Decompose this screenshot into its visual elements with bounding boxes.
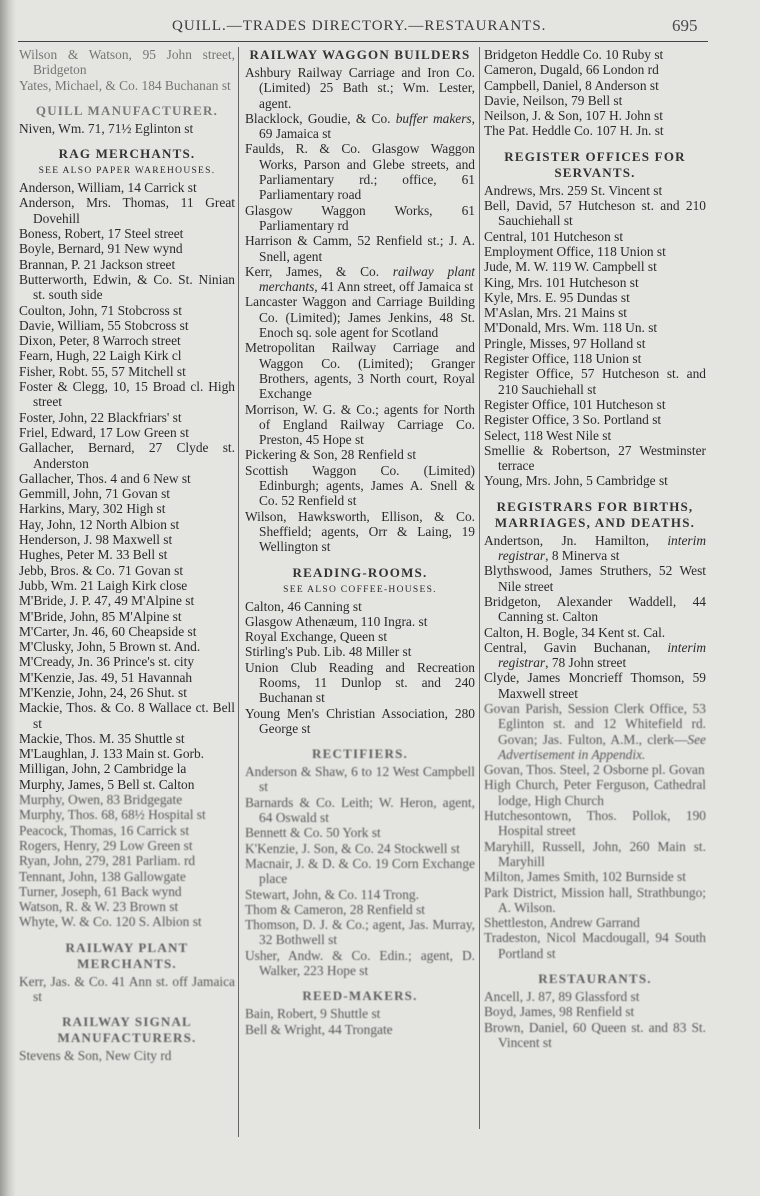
entry-text: Ryan, John, 279, 281 Parliam. rd	[19, 853, 196, 869]
directory-entry	[19, 792, 235, 807]
directory-entry	[19, 195, 235, 226]
directory-entry	[19, 364, 235, 379]
entry-text: Scottish Waggon Co. (Limited) Edinburgh; agents, James A. Snell & Co. 52 Renfield st	[245, 462, 475, 509]
directory-entry	[19, 180, 235, 195]
entry-text: Gallacher, Thos. 4 and 6 New st	[19, 470, 191, 486]
see-also-note: SEE ALSO COFFEE-HOUSES.	[283, 584, 437, 595]
directory-entry	[484, 259, 706, 274]
entry-text: Calton, H. Bogle, 34 Kent st. Cal.	[484, 624, 666, 640]
directory-entry	[484, 808, 706, 839]
entry-text: Register Office, 101 Hutcheson st	[484, 396, 666, 412]
entry-text: Young, Mrs. John, 5 Cambridge st	[484, 473, 668, 489]
directory-entry	[484, 533, 706, 564]
entry-text: Central, 101 Hutcheson st	[484, 228, 624, 244]
directory-entry	[19, 241, 235, 256]
directory-entry	[484, 290, 706, 305]
entry-text: Hutchesontown, Thos. Pollok, 190 Hospital street	[484, 808, 706, 839]
entry-text: Andrews, Mrs. 259 St. Vincent st	[484, 182, 663, 198]
entry-text: Metropolitan Railway Carriage and Waggon Co. (Limited); Granger Brothers, agents, 3 North court, Royal Exchange	[245, 340, 475, 402]
directory-entry	[19, 746, 235, 761]
directory-entry	[484, 915, 706, 930]
directory-entry	[484, 473, 706, 488]
directory-entry	[19, 670, 235, 685]
directory-entry	[245, 825, 475, 840]
entry-text: Jebb, Bros. & Co. 71 Govan st	[19, 562, 184, 578]
entry-text: Calton, 46 Canning st	[245, 598, 362, 614]
entry-text: Murphy, Thos. 68, 68½ Hospital st	[19, 807, 206, 823]
entry-text: M'Clusky, John, 5 Brown st. And.	[19, 639, 201, 655]
directory-entry	[484, 229, 706, 244]
entry-text: Peacock, Thomas, 16 Carrick st	[19, 822, 190, 838]
directory-entry	[19, 517, 235, 532]
entry-text: King, Mrs. 101 Hutcheson st	[484, 274, 639, 290]
directory-entry	[484, 428, 706, 443]
section-heading: RESTAURANTS.	[538, 971, 652, 987]
directory-entry	[484, 275, 706, 290]
entry-text: Coulton, John, 71 Stobcross st	[19, 302, 182, 318]
page-number: 695	[672, 16, 698, 35]
directory-entry	[19, 532, 235, 547]
entry-text: Bell, David, 57 Hutcheson st. and 210 Sauchiehall st	[484, 198, 706, 229]
directory-entry	[245, 841, 475, 856]
entry-text: Wilson & Watson, 95 John street, Bridgeton	[19, 47, 235, 78]
entry-text: Neilson, J. & Son, 107 H. John st	[484, 108, 663, 124]
entry-text: Tennant, John, 138 Gallowgate	[19, 868, 186, 884]
entry-text: Kerr, Jas. & Co. 41 Ann st. off Jamaica st	[19, 973, 235, 1005]
directory-entry	[245, 447, 475, 462]
entry-text: Foster, John, 22 Blackfriars' st	[19, 409, 182, 425]
entry-text: Ashbury Railway Carriage and Iron Co. (Limited) 25 Bath st.; Wm. Lester, agent.	[245, 65, 475, 111]
entry-text: Cameron, Dugald, 66 London rd	[484, 62, 659, 78]
entry-text: Anderson, Mrs. Thomas, 11 Great Dovehill	[19, 195, 235, 226]
entry-text: Barnards & Co. Leith; W. Heron, agent, 64 Oswald st	[245, 794, 475, 826]
directory-entry	[484, 305, 706, 320]
directory-entry	[245, 1022, 475, 1037]
directory-entry	[484, 123, 706, 138]
directory-entry	[19, 624, 235, 639]
directory-entry	[484, 198, 706, 229]
directory-entry	[19, 121, 235, 136]
directory-entry	[19, 639, 235, 654]
entry-text: Young Men's Christian Association, 280 George st	[245, 705, 475, 736]
entry-text: Andertson, Jn. Hamilton,	[484, 532, 668, 548]
directory-entry	[19, 884, 235, 899]
directory-entry	[245, 706, 475, 737]
column-divider	[479, 47, 480, 1129]
entry-text: M'Donald, Mrs. Wm. 118 Un. st	[484, 320, 658, 336]
page-binding-shadow	[0, 0, 16, 1196]
entry-text: Mackie, Thos. M. 35 Shuttle st	[19, 730, 185, 746]
entry-text: Jude, M. W. 119 W. Campbell st	[484, 259, 657, 275]
column-2	[245, 47, 475, 1037]
entry-text: , 78 John street	[545, 655, 627, 671]
entry-text: Yates, Michael, & Co. 184 Buchanan st	[19, 77, 231, 93]
section-heading: RAILWAY SIGNAL MANUFACTURERS.	[57, 1014, 197, 1046]
entry-text: Union Club Reading and Recreation Rooms, 11 Dunlop st. and 240 Buchanan st	[245, 659, 475, 706]
entry-text: Bridgeton, Alexander Waddell, 44 Canning st. Calton	[484, 593, 706, 625]
entry-text: K'Kenzie, J. Son, & Co. 24 Stockwell st	[245, 840, 460, 856]
entry-text: Tradeston, Nicol Macdougall, 94 South Portland st	[484, 930, 706, 961]
directory-entry	[19, 486, 235, 501]
entry-text: Kerr, James, & Co.	[245, 263, 393, 279]
section-heading: RECTIFIERS.	[312, 746, 408, 762]
directory-entry	[19, 578, 235, 593]
entry-text: Brown, Daniel, 60 Queen st. and 83 St. Vincent st	[484, 1019, 706, 1050]
directory-entry	[19, 303, 235, 318]
directory-entry	[19, 853, 235, 868]
entry-text: Shettleston, Andrew Garrand	[484, 915, 640, 931]
entry-text: Thom & Cameron, 28 Renfield st	[245, 901, 426, 917]
entry-text: Pickering & Son, 28 Renfield st	[245, 447, 417, 463]
page-header	[0, 14, 760, 38]
entry-text: Turner, Joseph, 61 Back wynd	[19, 883, 182, 899]
entry-text: Niven, Wm. 71, 71½ Eglinton st	[19, 120, 194, 136]
entry-text: , 41 Ann street, off Jamaica st	[314, 279, 474, 295]
entry-text: Bridgeton Heddle Co. 10 Ruby st	[484, 47, 664, 62]
entry-text: Clyde, James Moncrieff Thomson, 59 Maxwell street	[484, 670, 706, 701]
entry-text: Rogers, Henry, 29 Low Green st	[19, 837, 193, 853]
italic-note: interim registrar	[498, 639, 706, 671]
directory-entry	[484, 366, 706, 397]
directory-entry	[19, 593, 235, 608]
entry-text: Glasgow Athenæum, 110 Ingra. st	[245, 613, 428, 629]
entry-text: Lancaster Waggon and Carriage Building Co. (Limited); James Jenkins, 48 St. Enoch sq. sole agent for Scotland	[245, 294, 475, 341]
entry-text: Davie, William, 55 Stobcross st	[19, 317, 189, 333]
entry-text: Register Office, 3 So. Portland st	[484, 412, 662, 428]
directory-entry	[245, 233, 475, 264]
directory-entry	[19, 348, 235, 363]
directory-entry	[19, 272, 235, 303]
entry-text: Select, 118 West Nile st	[484, 427, 612, 443]
column-3	[484, 47, 706, 1050]
directory-entry	[484, 397, 706, 412]
entry-text: Dixon, Peter, 8 Warroch street	[19, 333, 181, 349]
entry-text: Thomson, D. J. & Co.; agent, Jas. Murray, 32 Bothwell st	[245, 917, 475, 948]
entry-text: Stevens & Son, New City rd	[19, 1048, 172, 1064]
entry-text: Bain, Robert, 9 Shuttle st	[245, 1006, 381, 1022]
entry-text: Fisher, Robt. 55, 57 Mitchell st	[19, 363, 186, 379]
entry-text: Friel, Edward, 17 Low Green st	[19, 424, 189, 440]
directory-entry	[245, 1006, 475, 1021]
directory-entry	[484, 930, 706, 961]
directory-entry	[19, 823, 235, 838]
directory-entry	[484, 1020, 706, 1051]
entry-text: Smellie & Robertson, 27 Westminster terrace	[484, 442, 706, 474]
entry-text: Faulds, R. & Co. Glasgow Waggon Works, Parson and Glebe streets, and Parliamentary rd.; office, 61 Parliamentary road	[245, 141, 475, 203]
entry-text: M'Laughlan, J. 133 Main st. Gorb.	[19, 746, 205, 762]
entry-text: Ancell, J. 87, 89 Glassford st	[484, 989, 640, 1005]
directory-entry	[245, 509, 475, 555]
section-heading: RAG MERCHANTS.	[58, 146, 196, 162]
directory-entry	[19, 869, 235, 884]
directory-entry	[245, 402, 475, 448]
entry-text: Register Office, 57 Hutcheson st. and 210 Sauchiehall st	[484, 366, 706, 397]
entry-text: Macnair, J. & D. & Co. 19 Corn Exchange place	[245, 855, 475, 887]
directory-entry	[484, 108, 706, 123]
section-heading: REED-MAKERS.	[302, 988, 418, 1004]
directory-entry	[19, 78, 235, 93]
entry-text: Bennett & Co. 50 York st	[245, 825, 381, 841]
directory-entry	[19, 899, 235, 914]
directory-entry	[245, 141, 475, 202]
directory-entry	[484, 989, 706, 1004]
entry-text: Gemmill, John, 71 Govan st	[19, 486, 171, 502]
directory-entry	[19, 807, 235, 822]
entry-text: M'Bride, J. P. 47, 49 M'Alpine st	[19, 593, 195, 609]
entry-text: Boyd, James, 98 Renfield st	[484, 1004, 635, 1020]
column-1	[19, 47, 235, 1064]
entry-text: Govan Parish, Session Clerk Office, 53 Eglinton st. and 12 Whitefield rd. Govan; Jas. Fulton, A.M., clerk—	[484, 700, 706, 747]
entry-text: Fearn, Hugh, 22 Laigh Kirk cl	[19, 348, 182, 364]
directory-entry	[19, 440, 235, 471]
entry-text: Milligan, John, 2 Cambridge la	[19, 761, 187, 777]
section-heading: QUILL MANUFACTURER.	[35, 102, 219, 118]
directory-entry	[245, 294, 475, 340]
directory-entry	[484, 640, 706, 671]
directory-entry	[484, 885, 706, 916]
directory-entry	[484, 78, 706, 93]
directory-entry	[19, 226, 235, 241]
directory-entry	[19, 609, 235, 624]
entry-text: Hay, John, 12 North Albion st	[19, 516, 180, 532]
entry-text: Govan, Thos. Steel, 2 Osborne pl. Govan	[484, 762, 705, 778]
entry-text: Royal Exchange, Queen st	[245, 629, 388, 645]
section-heading: RAILWAY WAGGON BUILDERS	[249, 47, 471, 62]
section-heading: RAILWAY PLANT MERCHANTS.	[65, 939, 189, 971]
entry-text: Boyle, Bernard, 91 New wynd	[19, 241, 183, 257]
directory-entry	[484, 869, 706, 884]
directory-entry	[484, 320, 706, 335]
entry-text: Whyte, W. & Co. 120 S. Albion st	[19, 914, 202, 930]
directory-entry	[19, 700, 235, 731]
directory-entry	[484, 443, 706, 474]
directory-entry	[19, 838, 235, 853]
directory-entry	[19, 654, 235, 669]
entry-text: Central, Gavin Buchanan,	[484, 639, 668, 655]
directory-entry	[484, 351, 706, 366]
italic-note: See Advertisement in Appendix.	[498, 731, 706, 762]
directory-entry	[19, 471, 235, 486]
directory-entry	[19, 47, 235, 78]
section-heading: REGISTRARS FOR BIRTHS, MARRIAGES, AND DEATHS.	[494, 498, 696, 530]
section-heading: REGISTER OFFICES FOR SERVANTS.	[504, 148, 686, 180]
directory-entry	[19, 777, 235, 792]
directory-entry	[245, 203, 475, 234]
header-rule	[18, 41, 708, 42]
directory-entry	[19, 914, 235, 929]
directory-entry	[245, 948, 475, 979]
directory-entry	[245, 764, 475, 795]
entry-text: Stirling's Pub. Lib. 48 Miller st	[245, 644, 412, 660]
directory-entry	[245, 629, 475, 644]
running-title: QUILL.—TRADES DIRECTORY.—RESTAURANTS.	[172, 18, 547, 34]
entry-text: Butterworth, Edwin, & Co. St. Ninian st. south side	[19, 271, 235, 303]
directory-entry	[19, 333, 235, 348]
entry-text: Davie, Neilson, 79 Bell st	[484, 92, 623, 108]
entry-text: M'Cready, Jn. 36 Prince's st. city	[19, 654, 195, 670]
entry-text: , 8 Minerva st	[545, 548, 620, 564]
entry-text: Stewart, John, & Co. 114 Trong.	[245, 886, 419, 902]
entry-text: The Pat. Heddle Co. 107 H. Jn. st	[484, 123, 664, 139]
entry-text: Harrison & Camm, 52 Renfield st.; J. A. Snell, agent	[245, 233, 475, 264]
directory-entry	[19, 410, 235, 425]
section-heading: READING-ROOMS.	[292, 564, 428, 580]
directory-entry	[484, 762, 706, 777]
directory-entry	[484, 412, 706, 427]
entry-text: Maryhill, Russell, John, 260 Main st. Maryhill	[484, 838, 706, 869]
entry-text: Mackie, Thos. & Co. 8 Wallace ct. Bell st	[19, 700, 235, 731]
directory-entry	[484, 183, 706, 198]
directory-entry	[19, 501, 235, 516]
directory-entry	[245, 856, 475, 887]
directory-entry	[245, 917, 475, 948]
directory-entry	[245, 660, 475, 706]
entry-text: Jubb, Wm. 21 Laigh Kirk close	[19, 577, 188, 593]
directory-entry	[245, 614, 475, 629]
directory-entry	[245, 795, 475, 826]
directory-entry	[19, 547, 235, 562]
entry-text: Usher, Andw. & Co. Edin.; agent, D. Walker, 223 Hope st	[245, 947, 475, 979]
entry-text: Murphy, Owen, 83 Bridgegate	[19, 792, 183, 808]
directory-entry	[484, 625, 706, 640]
entry-text: Blacklock, Goudie, & Co.	[245, 110, 396, 126]
italic-note: buffer makers	[395, 110, 472, 126]
directory-entry	[245, 463, 475, 509]
directory-entry	[484, 336, 706, 351]
entry-text: Bell & Wright, 44 Trongate	[245, 1021, 393, 1037]
entry-text: Murphy, James, 5 Bell st. Calton	[19, 776, 195, 792]
entry-text: High Church, Peter Ferguson, Cathedral lodge, High Church	[484, 777, 706, 808]
directory-entry	[484, 839, 706, 870]
entry-text: Watson, R. & W. 23 Brown st	[19, 899, 179, 915]
entry-text: Harkins, Mary, 302 High st	[19, 501, 166, 517]
italic-note: interim registrar	[498, 532, 706, 564]
entry-text: Campbell, Daniel, 8 Anderson st	[484, 77, 659, 93]
entry-text: M'Bride, John, 85 M'Alpine st	[19, 608, 182, 624]
directory-entry	[484, 594, 706, 625]
entry-text: Pringle, Misses, 97 Holland st	[484, 335, 646, 351]
directory-entry	[484, 62, 706, 77]
entry-text: Anderson, William, 14 Carrick st	[19, 180, 197, 196]
directory-entry	[19, 257, 235, 272]
directory-entry	[245, 111, 475, 142]
entry-text: Morrison, W. G. & Co.; agents for North of England Railway Carriage Co. Preston, 45 Hope st	[245, 401, 475, 448]
entry-text: Foster & Clegg, 10, 15 Broad cl. High street	[19, 379, 235, 410]
directory-entry	[19, 1048, 235, 1063]
entry-text: Kyle, Mrs. E. 95 Dundas st	[484, 289, 630, 305]
directory-entry	[19, 318, 235, 333]
entry-text: Henderson, J. 98 Maxwell st	[19, 532, 173, 548]
directory-entry	[245, 887, 475, 902]
directory-entry	[245, 644, 475, 659]
directory-entry	[19, 685, 235, 700]
entry-text: Wilson, Hawksworth, Ellison, & Co. Sheffield; agents, Orr & Laing, 19 Wellington st	[245, 508, 475, 555]
directory-entry	[19, 761, 235, 776]
entry-text: M'Carter, Jn. 46, 60 Cheapside st	[19, 623, 197, 639]
directory-entry	[484, 777, 706, 808]
directory-entry	[19, 425, 235, 440]
directory-entry	[484, 670, 706, 701]
entry-text: Brannan, P. 21 Jackson street	[19, 256, 176, 272]
directory-entry	[19, 974, 235, 1005]
see-also-note: SEE ALSO PAPER WAREHOUSES.	[38, 166, 216, 177]
entry-text: Glasgow Waggon Works, 61 Parliamentary rd	[245, 202, 475, 233]
directory-entry	[245, 340, 475, 401]
directory-entry	[484, 244, 706, 259]
entry-text: Park District, Mission hall, Strathbungo; A. Wilson.	[484, 884, 706, 915]
column-divider	[238, 47, 239, 1137]
entry-text: Employment Office, 118 Union st	[484, 243, 666, 259]
directory-entry	[484, 1004, 706, 1019]
entry-text: M'Kenzie, John, 24, 26 Shut. st	[19, 684, 187, 700]
entry-text: , 69 Jamaica st	[259, 110, 475, 142]
entry-text: M'Aslan, Mrs. 21 Mains st	[484, 305, 628, 321]
entry-text: Gallacher, Bernard, 27 Clyde st. Anderston	[19, 440, 235, 471]
entry-text: Milton, James Smith, 102 Burnside st	[484, 869, 686, 885]
directory-entry	[245, 902, 475, 917]
directory-entry	[484, 47, 706, 62]
entry-text: M'Kenzie, Jas. 49, 51 Havannah	[19, 669, 193, 685]
directory-entry	[245, 65, 475, 111]
entry-text: Boness, Robert, 17 Steel street	[19, 226, 184, 242]
directory-entry	[484, 563, 706, 594]
entry-text: Hughes, Peter M. 33 Bell st	[19, 547, 168, 563]
directory-entry	[19, 563, 235, 578]
entry-text: Anderson & Shaw, 6 to 12 West Campbell st	[245, 764, 475, 795]
entry-text: Register Office, 118 Union st	[484, 351, 642, 367]
italic-note: railway plant merchants	[259, 263, 475, 295]
directory-entry	[484, 701, 706, 762]
directory-entry	[19, 731, 235, 746]
directory-entry	[484, 93, 706, 108]
directory-entry	[245, 599, 475, 614]
directory-entry	[245, 264, 475, 295]
entry-text: Blythswood, James Struthers, 52 West Nile street	[484, 563, 706, 594]
directory-entry	[19, 379, 235, 410]
